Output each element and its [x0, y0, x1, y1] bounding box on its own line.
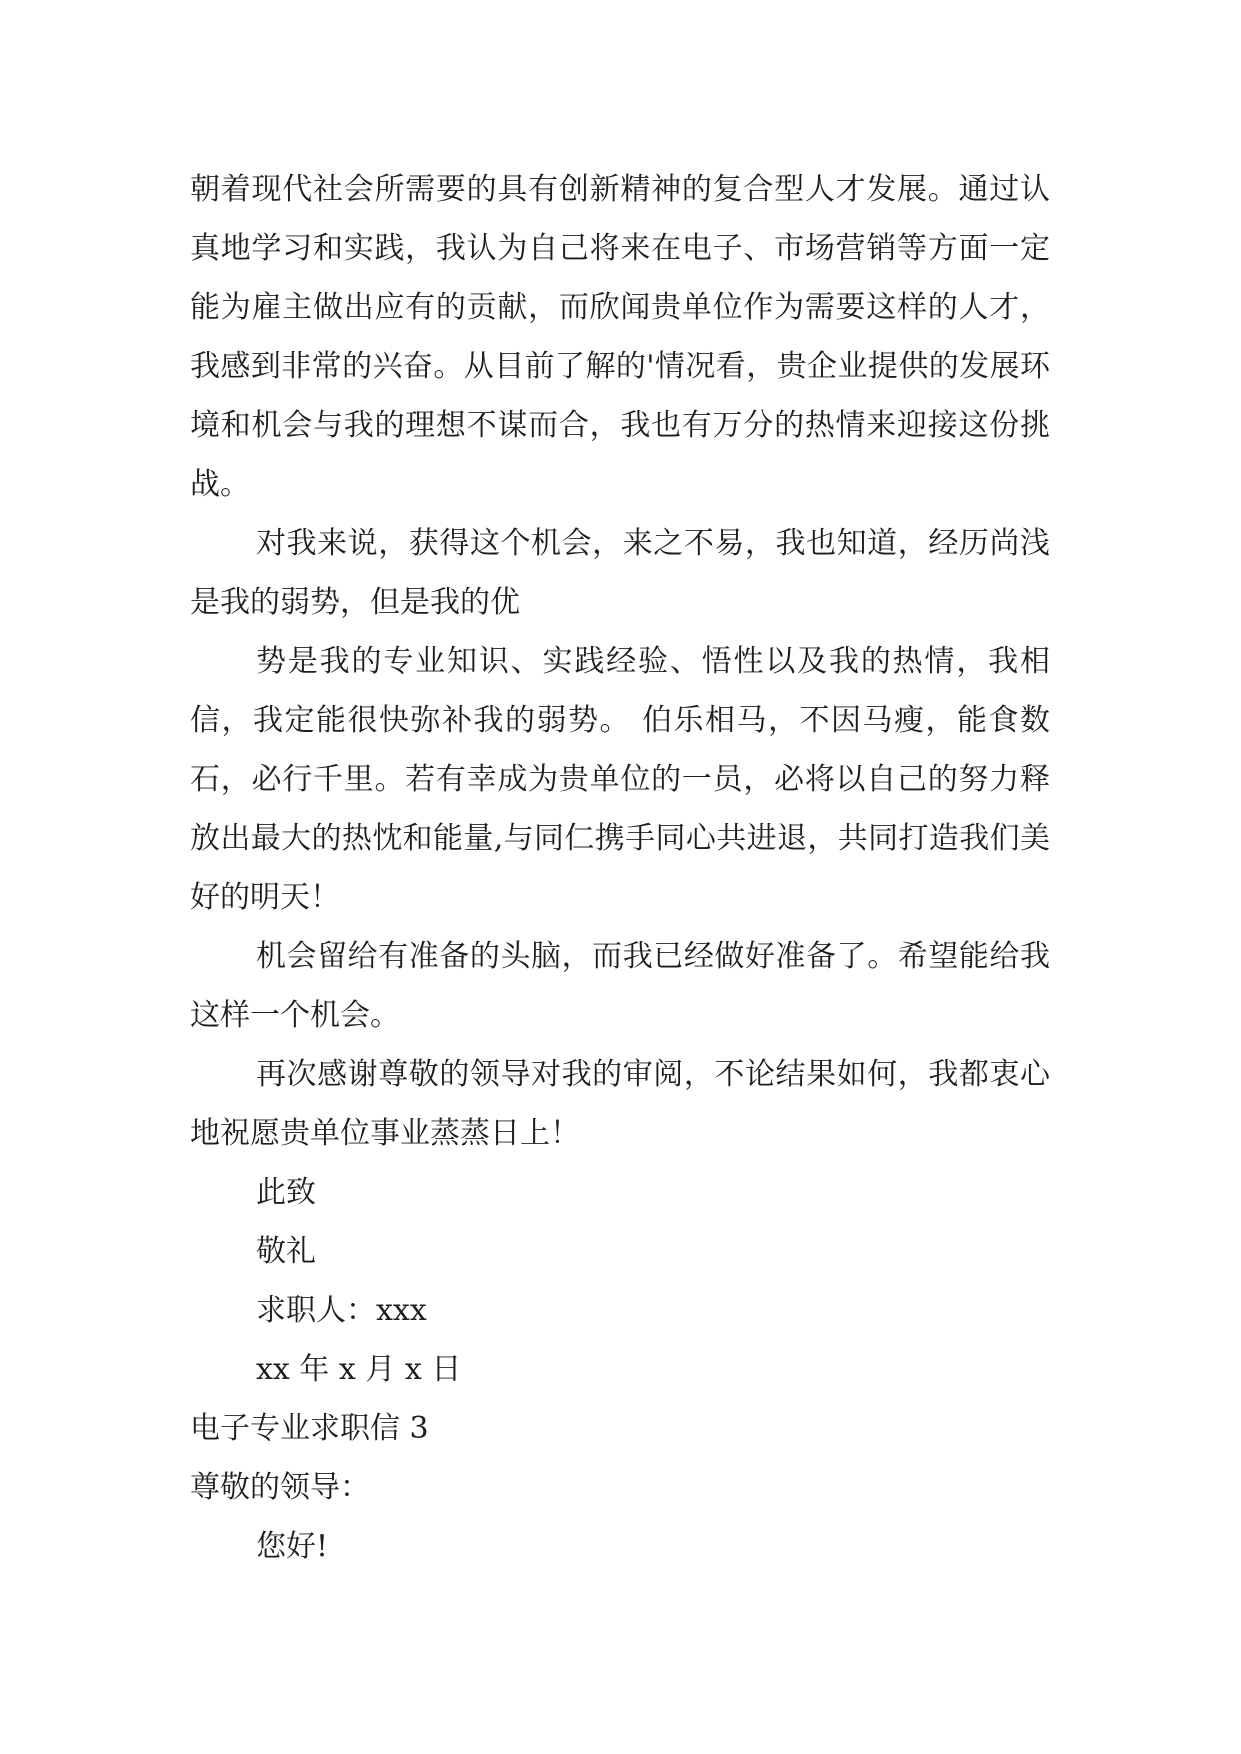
paragraph-thanks: 再次感谢尊敬的领导对我的审阅，不论结果如何，我都衷心地祝愿贵单位事业蒸蒸日上！ — [190, 1057, 1050, 1151]
closing-salute: 此致 — [256, 1175, 316, 1210]
paragraph-prepared: 机会留给有准备的头脑，而我已经做好准备了。希望能给我这样一个机会。 — [190, 939, 1050, 1033]
applicant-signature: 求职人：xxx — [256, 1293, 427, 1328]
salutation: 尊敬的领导： — [190, 1470, 370, 1505]
letter-body — [190, 160, 1050, 1576]
paragraph-opportunity: 对我来说，获得这个机会，来之不易，我也知道，经历尚浅是我的弱势，但是我的优 — [190, 526, 1050, 620]
section-title: 电子专业求职信 3 — [190, 1411, 429, 1446]
greeting: 您好! — [256, 1529, 329, 1564]
paragraph-strengths: 势是我的专业知识、实践经验、悟性以及我的热情，我相信，我定能很快弥补我的弱势。 伯乐相马，不因马瘦，能食数石，必行千里。若有幸成为贵单位的一员，必将以自己的努力释放出最大的热忱和能量,与同仁携手同心共进退，共同打造我们美好的明天！ — [190, 644, 1050, 915]
paragraph-continuation: 朝着现代社会所需要的具有创新精神的复合型人才发展。通过认真地学习和实践，我认为自己将来在电子、市场营销等方面一定能为雇主做出应有的贡献，而欣闻贵单位作为需要这样的人才，我感到非常的兴奋。从目前了解的'情况看，贵企业提供的发展环境和机会与我的理想不谋而合，我也有万分的热情来迎接这份挑战。 — [190, 172, 1050, 502]
closing-regards: 敬礼 — [256, 1234, 316, 1269]
letter-date: xx 年 x 月 x 日 — [256, 1352, 462, 1387]
